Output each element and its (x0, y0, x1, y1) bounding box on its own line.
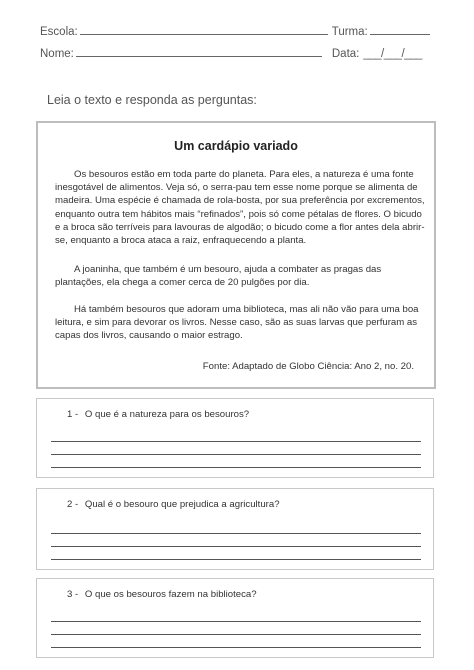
answer-line[interactable] (51, 559, 421, 560)
answer-line[interactable] (51, 467, 421, 468)
question-1 (67, 409, 249, 420)
answer-line[interactable] (51, 647, 421, 648)
school-label: Escola: (40, 26, 78, 38)
reading-title: Um cardápio variado (174, 139, 298, 153)
reading-source: Fonte: Adaptado de Globo Ciência: Ano 2, no. 20. (202, 361, 414, 372)
answer-line[interactable] (51, 533, 421, 534)
question-box-3 (36, 578, 434, 658)
name-label: Nome: (40, 48, 74, 60)
question-3-text: O que os besouros fazem na biblioteca? (84, 589, 257, 600)
question-2-number: 2 - (67, 499, 79, 510)
question-3-number: 3 - (67, 589, 79, 600)
name-field[interactable] (76, 55, 322, 57)
answer-line[interactable] (51, 621, 421, 622)
question-box-2 (36, 488, 434, 570)
question-2-text: Qual é o besouro que prejudica a agricultura? (84, 499, 280, 510)
date-field[interactable]: ___/___/___ (363, 48, 422, 60)
instruction-text: Leia o texto e responda as perguntas: (47, 93, 257, 107)
answer-line[interactable] (51, 441, 421, 442)
answer-line[interactable] (51, 546, 421, 547)
question-1-text: O que é a natureza para os besouros? (84, 409, 250, 420)
reading-paragraph-3: Há também besouros que adoram uma biblioteca, mas ali não vão para uma boa leitura, e sim para devorar os livros. Nesse caso, são as suas larvas que perfuram as capas dos livros, causando o maior estrago. (55, 304, 419, 342)
class-label: Turma: (331, 26, 368, 38)
answer-line[interactable] (51, 454, 421, 455)
school-field[interactable] (80, 33, 328, 35)
header-row-school (40, 26, 440, 38)
date-label: Data: (331, 48, 360, 60)
header-row-name (40, 48, 440, 60)
question-box-1 (36, 398, 434, 478)
reading-paragraph-1: Os besouros estão em toda parte do planeta. Para eles, a natureza é uma fonte inesgotável de alimentos. Veja só, o serra-pau tem esse nome porque se alimenta de madeira. Uma espécie é chamada de rola-bosta, por sua preferência por excrementos, enquanto outra tem hábitos mais “refinados”, pois só come pétalas de flores. O bicudo e a broca são terríveis para lavouras de algodão; o bicudo come a flor antes dela abrir-se, enquanto a broca ataca a raiz, enfraquecendo a planta. (55, 169, 425, 247)
question-3 (67, 589, 257, 600)
answer-line[interactable] (51, 634, 421, 635)
question-1-number: 1 - (67, 409, 79, 420)
reading-paragraph-2: A joaninha, que também é um besouro, ajuda a combater as pragas das plantações, ela chega a comer cerca de 20 pulgões por dia. (55, 264, 382, 289)
reading-box (36, 121, 436, 389)
question-2 (67, 499, 280, 510)
class-field[interactable] (370, 33, 430, 35)
